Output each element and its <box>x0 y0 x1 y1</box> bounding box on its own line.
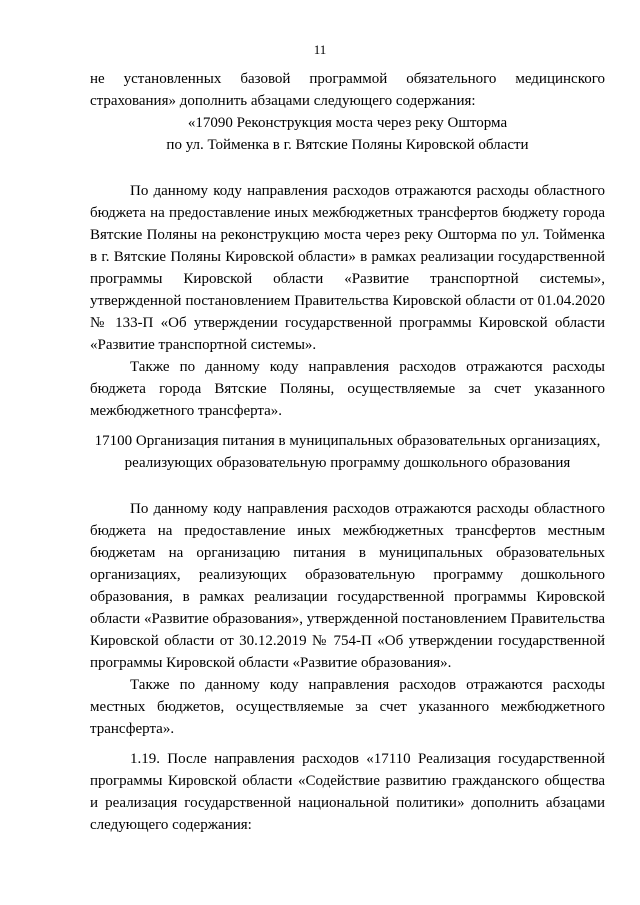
page-number: 11 <box>313 42 327 57</box>
paragraph-17090-description: По данному коду направления расходов отражаются расходы областного бюджета на предоставление иных межбюджетных трансфертов бюджету города Вятские Поляны на реконструкцию моста через реку Ошторма по ул. Тойменка в г. Вятские Поляны Кировской области» в рамках реализации государственной программы Кировской области «Развитие транспортной системы», утвержденной постановлением Правительства Кировской области от 01.04.2020 № 133-П «Об утверждении государственной программы Кировской области «Развитие транспортной системы». <box>90 183 605 353</box>
paragraph-intro: не установленных базовой программой обязательного медицинского страхования» дополнить абзацами следующего содержания: <box>90 71 605 109</box>
paragraph-17100-also: Также по данному коду направления расходов отражаются расходы местных бюджетов, осуществляемые за счет указанного межбюджетного трансферта». <box>90 677 605 737</box>
paragraph-17100-description: По данному коду направления расходов отражаются расходы областного бюджета на предоставление иных межбюджетных трансфертов местным бюджетам на организацию питания в муниципальных образовательных организациях, реализующих образовательную программу дошкольного образования, в рамках реализации государственной программы Кировской области «Развитие образования», утвержденной постановлением Правительства Кировской области от 30.12.2019 № 754-П «Об утверждении государственной программы Кировской области «Развитие образования». <box>90 501 605 671</box>
heading-17100-line1: 17100 Организация питания в муниципальных образовательных организациях, <box>94 433 601 449</box>
heading-17090-line1: «17090 Реконструкция моста через реку Ошторма <box>187 115 508 131</box>
heading-17100-line2: реализующих образовательную программу дошкольного образования <box>124 455 571 471</box>
heading-17090-line2: по ул. Тойменка в г. Вятские Поляны Кировской области <box>166 137 529 153</box>
document-body <box>90 68 605 836</box>
paragraph-17090-also: Также по данному коду направления расходов отражаются расходы бюджета города Вятские Поляны, осуществляемые за счет указанного межбюджетного трансферта». <box>90 359 605 419</box>
paragraph-1-19: 1.19. После направления расходов «17110 Реализация государственной программы Кировской области «Содействие развитию гражданского общества и реализация государственной национальной политики» дополнить абзацами следующего содержания: <box>90 751 605 833</box>
